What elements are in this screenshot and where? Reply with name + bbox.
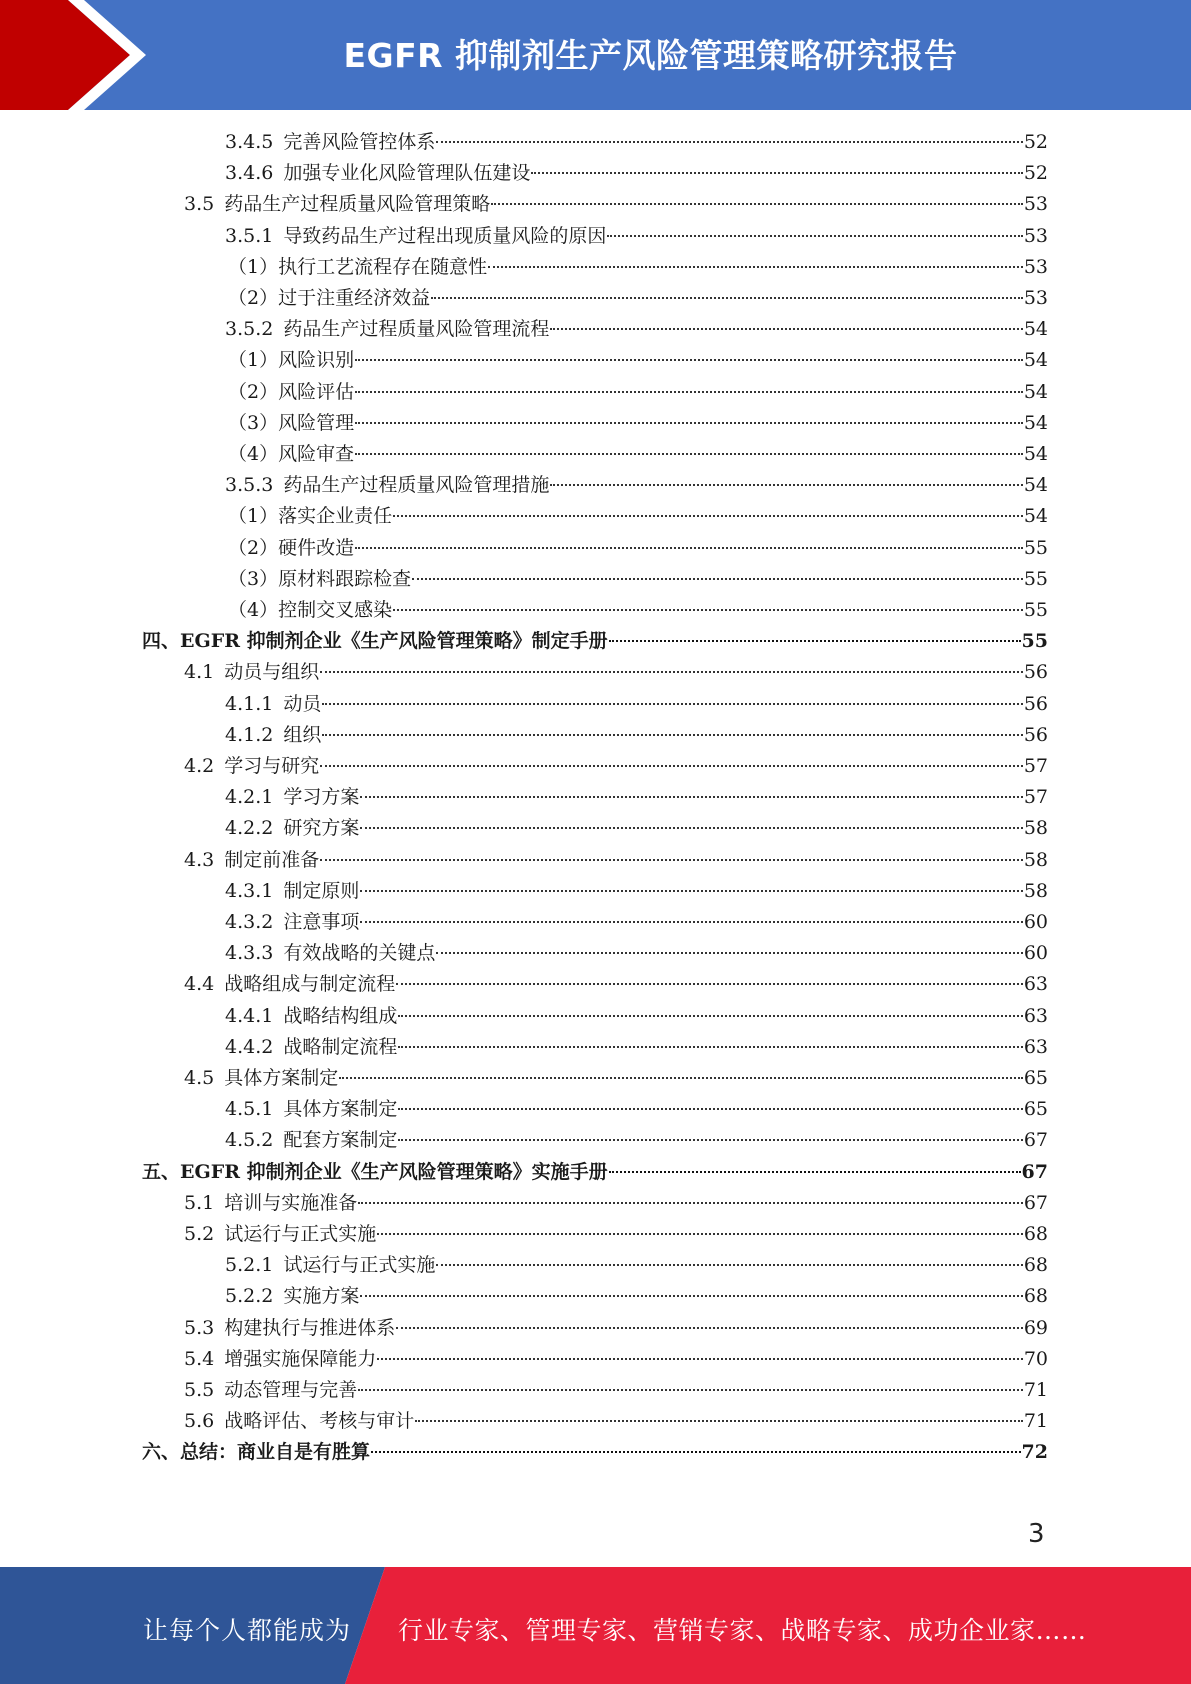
toc-entry-number: 4.3: [184, 848, 215, 871]
toc-entry[interactable]: [225, 221, 1048, 252]
toc-entry-number: 5.4: [184, 1347, 215, 1370]
toc-entry-title: （4）控制交叉感染: [228, 599, 393, 621]
toc-dot-leader: [396, 1327, 1023, 1329]
toc-dot-leader: [398, 1015, 1022, 1017]
toc-entry[interactable]: [225, 782, 1048, 813]
report-title: EGFR 抑制剂生产风险管理策略研究报告: [343, 36, 958, 75]
toc-dot-leader: [355, 453, 1023, 455]
toc-entry-number: 5.2.2: [225, 1285, 274, 1308]
toc-entry-number: 4.4.1: [225, 1004, 274, 1027]
toc-entry-number: 3.5.1: [225, 224, 274, 247]
toc-dot-leader: [393, 515, 1023, 517]
toc-entry[interactable]: [184, 1344, 1048, 1375]
toc-dot-leader: [436, 141, 1022, 143]
toc-entry-title: 战略结构组成: [283, 1004, 398, 1027]
toc-entry-title: 战略制定流程: [283, 1035, 398, 1058]
toc-entry-number: 4.4: [184, 973, 215, 996]
toc-dot-leader: [355, 391, 1023, 393]
toc-entry[interactable]: [228, 408, 1048, 439]
toc-entry[interactable]: [184, 1375, 1048, 1406]
toc-entry[interactable]: [184, 1313, 1048, 1344]
toc-entry[interactable]: [225, 907, 1048, 938]
toc-entry-number: 5.6: [184, 1410, 215, 1433]
toc-entry-title: 制定前准备: [224, 848, 320, 871]
toc-entry-title: 具体方案制定: [283, 1098, 398, 1121]
toc-entry-page: 63: [1023, 973, 1048, 996]
toc-entry-title: （2）过于注重经济效益: [228, 287, 431, 309]
toc-entry-title: 配套方案制定: [283, 1129, 398, 1152]
toc-entry-number: 5.2.1: [225, 1254, 274, 1277]
toc-entry-page: 56: [1023, 723, 1048, 746]
toc-entry-number: 5.2: [184, 1223, 215, 1245]
toc-entry-title: 药品生产过程质量风险管理策略: [224, 193, 491, 216]
toc-entry-page: 60: [1023, 942, 1048, 965]
toc-entry-number: 3.5: [184, 193, 215, 216]
toc-entry[interactable]: [228, 501, 1048, 532]
toc-entry[interactable]: [228, 252, 1048, 283]
toc-entry-page: 58: [1023, 879, 1048, 902]
toc-entry-title: 学习方案: [283, 786, 360, 809]
toc-entry-page: 57: [1023, 755, 1048, 777]
toc-entry-title: 研究方案: [283, 817, 360, 840]
toc-dot-leader: [550, 484, 1022, 486]
toc-dot-leader: [398, 1046, 1022, 1048]
toc-entry-title: （3）原材料跟踪检查: [228, 567, 412, 590]
toc-entry-title: 完善风险管控体系: [283, 131, 436, 153]
toc-entry-page: 53: [1023, 224, 1048, 247]
toc-entry[interactable]: [228, 439, 1048, 470]
toc-dot-leader: [488, 266, 1023, 268]
toc-entry-title: 战略组成与制定流程: [224, 973, 396, 996]
toc-entry-page: 55: [1021, 630, 1048, 653]
toc-dot-leader: [550, 328, 1022, 330]
page-header: [0, 0, 1191, 110]
toc-entry-title: 具体方案制定: [224, 1067, 339, 1089]
toc-entry-number: 4.2.1: [225, 786, 274, 809]
toc-entry-number: 4.1: [184, 661, 215, 684]
toc-dot-leader: [355, 547, 1023, 549]
toc-dot-leader: [607, 235, 1022, 237]
toc-entry-page: 68: [1023, 1285, 1048, 1308]
toc-dot-leader: [339, 1077, 1023, 1079]
toc-entry-page: 65: [1023, 1098, 1048, 1121]
toc-dot-leader: [415, 1420, 1023, 1422]
toc-entry-page: 63: [1023, 1035, 1048, 1058]
toc-entry[interactable]: [228, 377, 1048, 408]
toc-entry-title: 动员: [283, 692, 322, 715]
toc-entry-number: 4.2: [184, 755, 215, 777]
toc-entry-title: 药品生产过程质量风险管理流程: [283, 318, 550, 341]
toc-entry-page: 68: [1023, 1223, 1048, 1245]
toc-entry[interactable]: [184, 845, 1048, 876]
toc-entry-title: 加强专业化风险管理队伍建设: [283, 162, 531, 185]
toc-entry[interactable]: [225, 1032, 1048, 1063]
toc-entry[interactable]: [184, 1063, 1048, 1094]
toc-entry-page: 53: [1023, 193, 1048, 216]
toc-entry[interactable]: [225, 1281, 1048, 1312]
toc-dot-leader: [355, 359, 1023, 361]
toc-entry-number: 3.4.5: [225, 131, 274, 153]
footer-slogan-right: 行业专家、管理专家、营销专家、战略专家、成功企业家……: [398, 1616, 1087, 1645]
toc-entry[interactable]: [184, 1406, 1048, 1437]
toc-dot-leader: [360, 827, 1022, 829]
toc-entry[interactable]: [228, 345, 1048, 376]
toc-entry-page: 53: [1023, 287, 1048, 309]
toc-entry-title: 注意事项: [283, 911, 360, 933]
toc-entry-page: 60: [1023, 911, 1048, 933]
toc-entry[interactable]: [184, 969, 1048, 1000]
toc-entry-number: 4.3.1: [225, 879, 274, 902]
toc-dot-leader: [322, 703, 1022, 705]
toc-entry-page: 68: [1023, 1254, 1048, 1277]
toc-entry-number: 5.5: [184, 1379, 215, 1401]
toc-entry-page: 53: [1023, 255, 1048, 278]
toc-entry-page: 54: [1023, 349, 1048, 372]
toc-entry[interactable]: [184, 657, 1048, 688]
toc-entry[interactable]: [142, 1437, 1048, 1468]
toc-entry-title: 实施方案: [283, 1285, 360, 1308]
toc-entry-number: 4.5.2: [225, 1129, 274, 1152]
toc-entry-title: （2）风险评估: [228, 380, 355, 403]
toc-dot-leader: [393, 609, 1023, 611]
toc-dot-leader: [360, 921, 1022, 923]
toc-entry[interactable]: [225, 876, 1048, 907]
toc-entry-title: 药品生产过程质量风险管理措施: [283, 474, 550, 497]
toc-dot-leader: [360, 1295, 1022, 1297]
toc-entry-number: 4.1.1: [225, 692, 274, 715]
toc-entry-page: 72: [1021, 1441, 1048, 1464]
toc-entry-page: 65: [1023, 1067, 1048, 1089]
toc-entry-title: 动态管理与完善: [224, 1379, 358, 1401]
toc-entry-title: 试运行与正式实施: [224, 1223, 377, 1245]
toc-entry-page: 71: [1023, 1410, 1048, 1433]
toc-dot-leader: [320, 765, 1023, 767]
toc-entry-page: 58: [1023, 817, 1048, 840]
toc-entry[interactable]: [184, 1219, 1048, 1250]
toc-dot-leader: [377, 1233, 1023, 1235]
toc-dot-leader: [431, 297, 1023, 299]
toc-dot-leader: [398, 1139, 1022, 1141]
toc-dot-leader: [412, 578, 1023, 580]
toc-entry-title: 有效战略的关键点: [283, 942, 436, 965]
toc-entry-title: 导致药品生产过程出现质量风险的原因: [283, 224, 607, 247]
toc-entry-page: 55: [1023, 567, 1048, 590]
toc-entry-page: 67: [1023, 1191, 1048, 1214]
toc-entry-page: 56: [1023, 692, 1048, 715]
toc-entry[interactable]: [225, 470, 1048, 501]
toc-dot-leader: [358, 1389, 1023, 1391]
toc-entry-title: 试运行与正式实施: [283, 1254, 436, 1277]
toc-entry-number: 4.3.3: [225, 942, 274, 965]
toc-entry[interactable]: [184, 189, 1048, 220]
toc-entry-page: 70: [1023, 1347, 1048, 1370]
toc-entry-page: 63: [1023, 1004, 1048, 1027]
toc-entry-page: 54: [1023, 505, 1048, 528]
toc-entry-title: 学习与研究: [224, 755, 320, 777]
toc-entry[interactable]: [228, 564, 1048, 595]
toc-entry[interactable]: [225, 1001, 1048, 1032]
toc-dot-leader: [320, 859, 1023, 861]
toc-entry-page: 54: [1023, 411, 1048, 434]
toc-entry-title: （1）风险识别: [228, 349, 355, 372]
toc-entry-title: 五、EGFR 抑制剂企业《生产风险管理策略》实施手册: [142, 1160, 608, 1183]
toc-entry[interactable]: [142, 626, 1048, 657]
toc-dot-leader: [436, 952, 1022, 954]
toc-dot-leader: [371, 1451, 1021, 1453]
toc-entry-page: 54: [1023, 474, 1048, 497]
page-footer: [0, 1567, 1191, 1684]
toc-dot-leader: [358, 1202, 1023, 1204]
toc-entry-title: （1）落实企业责任: [228, 505, 393, 528]
toc-entry-title: （3）风险管理: [228, 411, 355, 434]
toc-dot-leader: [609, 1171, 1021, 1173]
toc-entry-page: 71: [1023, 1379, 1048, 1401]
toc-entry-number: 4.1.2: [225, 723, 274, 746]
toc-entry[interactable]: [225, 1250, 1048, 1281]
toc-entry-number: 3.5.2: [225, 318, 274, 341]
toc-entry-number: 5.3: [184, 1316, 215, 1339]
toc-entry-title: （2）硬件改造: [228, 536, 355, 559]
toc-dot-leader: [360, 890, 1022, 892]
toc-dot-leader: [531, 172, 1022, 174]
toc-dot-leader: [322, 734, 1022, 736]
toc-entry[interactable]: [225, 1094, 1048, 1125]
toc-entry[interactable]: [184, 751, 1048, 782]
page-number: 3: [1028, 1519, 1045, 1549]
toc-entry-title: 组织: [283, 723, 322, 746]
toc-dot-leader: [398, 1108, 1022, 1110]
toc-entry[interactable]: [225, 1125, 1048, 1156]
toc-entry[interactable]: [184, 1188, 1048, 1219]
toc-entry-number: 4.5: [184, 1067, 215, 1089]
toc-entry-title: 培训与实施准备: [224, 1191, 358, 1214]
footer-slogan-left: 让每个人都能成为: [143, 1616, 352, 1645]
toc-entry-number: 4.5.1: [225, 1098, 274, 1121]
toc-dot-leader: [609, 640, 1021, 642]
toc-entry-title: 增强实施保障能力: [224, 1347, 377, 1370]
toc-entry[interactable]: [225, 158, 1048, 189]
toc-entry-title: （1）执行工艺流程存在随意性: [228, 255, 488, 278]
toc-entry-title: （4）风险审查: [228, 443, 355, 465]
toc-entry[interactable]: [228, 533, 1048, 564]
toc-entry-page: 52: [1023, 162, 1048, 185]
toc-entry-page: 54: [1023, 318, 1048, 341]
toc-entry-page: 55: [1023, 599, 1048, 621]
toc-entry[interactable]: [225, 689, 1048, 720]
toc-entry-number: 3.4.6: [225, 162, 274, 185]
toc-entry-title: 构建执行与推进体系: [224, 1316, 396, 1339]
toc-entry-page: 69: [1023, 1316, 1048, 1339]
toc-entry[interactable]: [228, 595, 1048, 626]
toc-dot-leader: [436, 1264, 1022, 1266]
toc-entry-number: 4.3.2: [225, 911, 274, 933]
toc-dot-leader: [377, 1358, 1023, 1360]
toc-entry-page: 58: [1023, 848, 1048, 871]
toc-entry-page: 54: [1023, 443, 1048, 465]
toc-entry-title: 动员与组织: [224, 661, 320, 684]
toc-entry[interactable]: [225, 938, 1048, 969]
toc-entry[interactable]: [225, 127, 1048, 158]
toc-entry-page: 52: [1023, 131, 1048, 153]
toc-entry[interactable]: [142, 1157, 1048, 1188]
toc-entry-number: 4.4.2: [225, 1035, 274, 1058]
toc-entry-title: 战略评估、考核与审计: [224, 1410, 415, 1433]
toc-entry-title: 四、EGFR 抑制剂企业《生产风险管理策略》制定手册: [142, 630, 608, 653]
toc-entry-page: 67: [1021, 1160, 1048, 1183]
toc-entry-number: 5.1: [184, 1191, 215, 1214]
toc-dot-leader: [320, 671, 1023, 673]
toc-entry-page: 54: [1023, 380, 1048, 403]
toc-entry-page: 56: [1023, 661, 1048, 684]
toc-dot-leader: [396, 983, 1023, 985]
toc-entry-number: 4.2.2: [225, 817, 274, 840]
toc-dot-leader: [360, 796, 1022, 798]
toc-entry-page: 57: [1023, 786, 1048, 809]
toc-entry-number: 3.5.3: [225, 474, 274, 497]
toc-entry[interactable]: [225, 314, 1048, 345]
toc-dot-leader: [491, 203, 1023, 205]
toc-entry[interactable]: [225, 720, 1048, 751]
toc-entry-page: 67: [1023, 1129, 1048, 1152]
toc-entry[interactable]: [225, 813, 1048, 844]
toc-entry-page: 55: [1023, 536, 1048, 559]
toc-entry-title: 六、总结：商业自是有胜算: [142, 1441, 371, 1464]
toc-entry[interactable]: [228, 283, 1048, 314]
toc-entry-title: 制定原则: [283, 879, 360, 902]
toc-dot-leader: [355, 422, 1023, 424]
